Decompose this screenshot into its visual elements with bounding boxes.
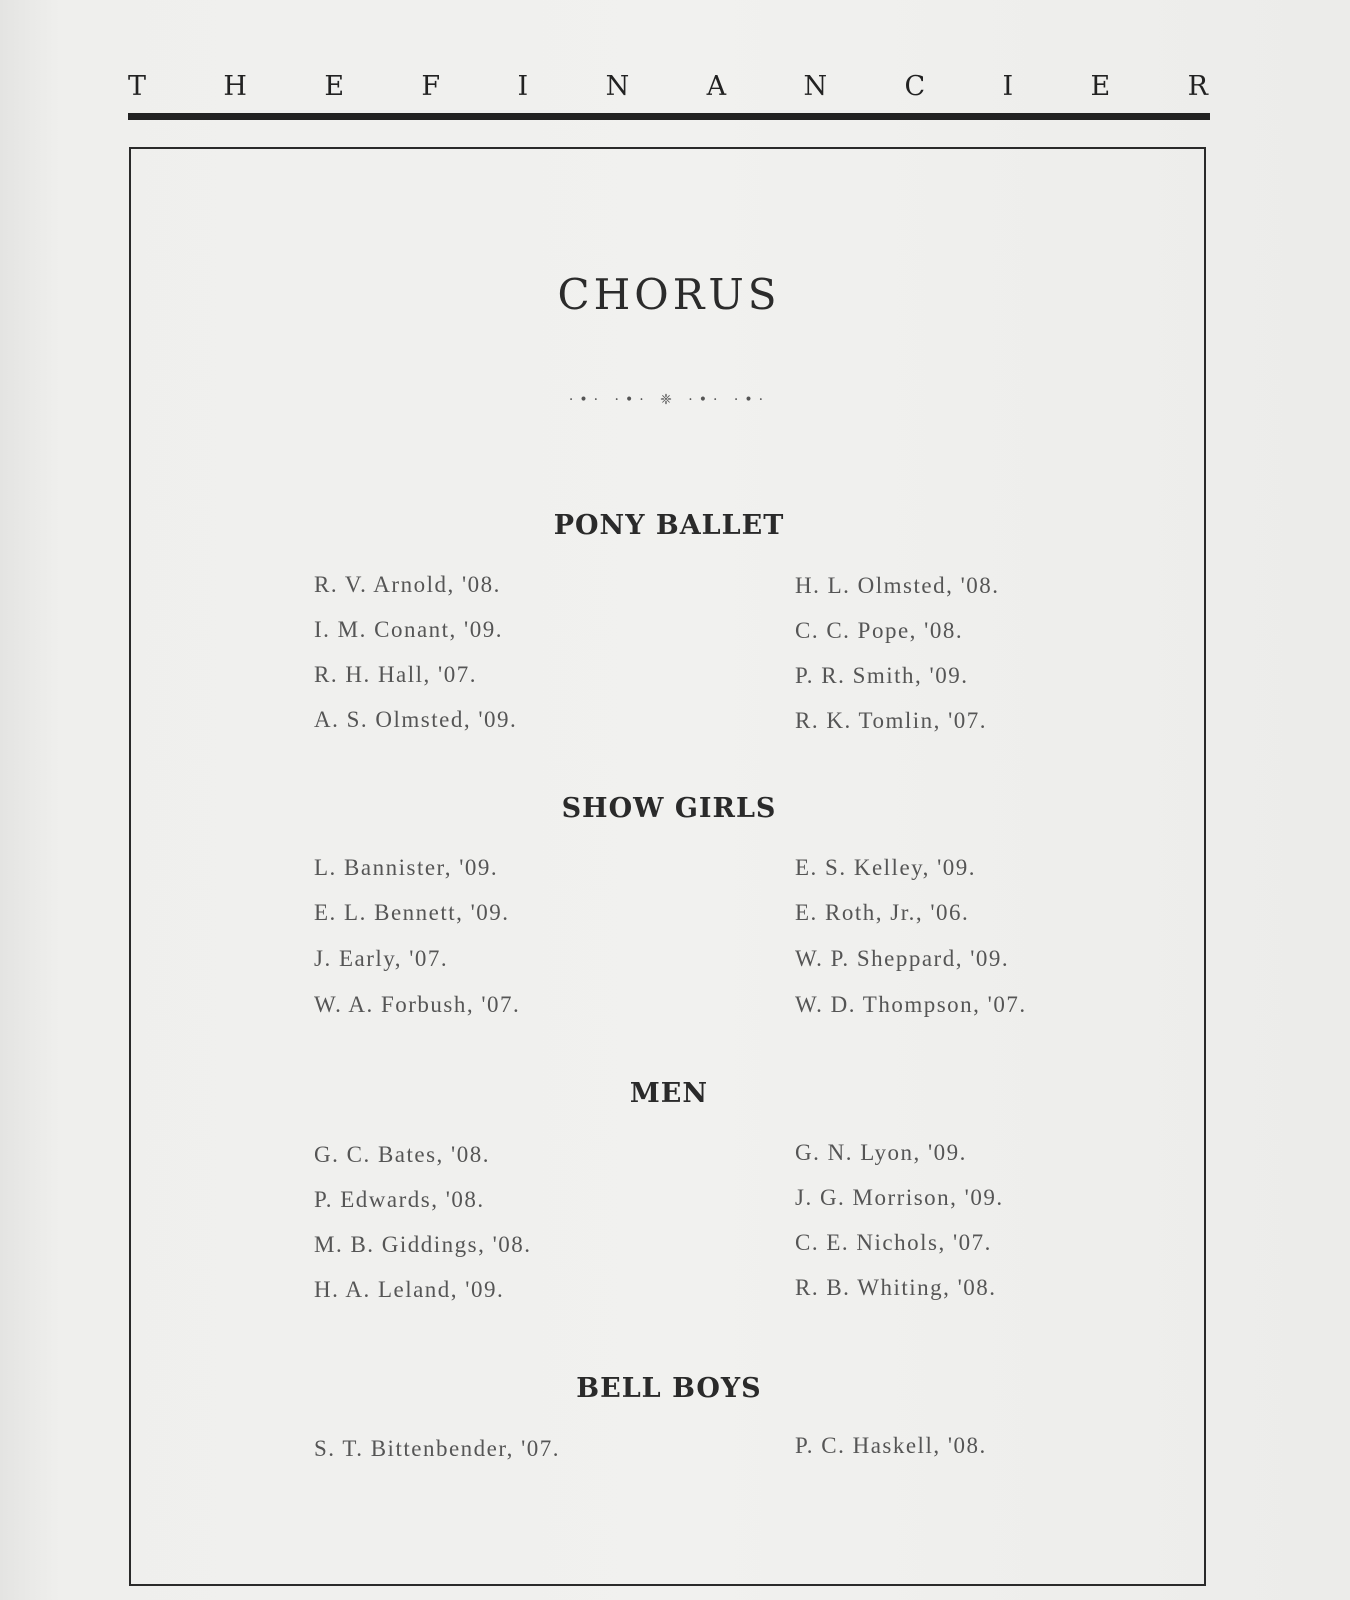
running-head-letter: N (803, 70, 828, 102)
running-head-letter: I (517, 70, 529, 102)
cast-name: R. H. Hall, '07. (314, 662, 477, 687)
section-heading-bell-boys: BELL BOYS (576, 1373, 762, 1404)
cast-name: E. L. Bennett, '09. (314, 900, 510, 925)
cast-name: R. V. Arnold, '08. (314, 572, 501, 597)
running-head-letter: A (706, 70, 727, 102)
cast-name: W. P. Sheppard, '09. (795, 946, 1010, 971)
cast-name: M. B. Giddings, '08. (314, 1232, 532, 1257)
section-heading-show-girls: SHOW GIRLS (561, 793, 777, 824)
cast-name: E. S. Kelley, '09. (795, 855, 977, 880)
running-head-letter: N (605, 70, 630, 102)
page-title: CHORUS (557, 270, 781, 319)
running-head-letter: H (223, 70, 247, 102)
cast-name: R. K. Tomlin, '07. (795, 708, 988, 733)
cast-name: S. T. Bittenbender, '07. (314, 1436, 560, 1461)
running-head-letter: T (128, 70, 147, 102)
running-head-letter: R (1187, 70, 1208, 102)
cast-name: H. L. Olmsted, '08. (795, 573, 1000, 598)
cast-name: H. A. Leland, '09. (314, 1277, 505, 1302)
running-head-letter: C (904, 70, 926, 102)
cast-name: R. B. Whiting, '08. (795, 1275, 997, 1300)
running-head-letter: I (1002, 70, 1014, 102)
cast-name: P. Edwards, '08. (314, 1187, 485, 1212)
cast-name: E. Roth, Jr., '06. (795, 900, 970, 925)
cast-name: I. M. Conant, '09. (314, 617, 503, 642)
header-rule (128, 113, 1210, 120)
cast-name: P. C. Haskell, '08. (795, 1433, 987, 1458)
running-head-letter: E (324, 70, 345, 102)
page-border-frame (129, 147, 1206, 1586)
cast-name: C. E. Nichols, '07. (795, 1230, 992, 1255)
cast-name: A. S. Olmsted, '09. (314, 707, 518, 732)
cast-name: J. G. Morrison, '09. (795, 1185, 1004, 1210)
cast-name: L. Bannister, '09. (314, 855, 499, 880)
section-heading-men: MEN (629, 1078, 709, 1109)
section-heading-pony-ballet: PONY BALLET (553, 510, 785, 541)
cast-name: J. Early, '07. (314, 946, 449, 971)
cast-name: P. R. Smith, '09. (795, 663, 969, 688)
cast-name: W. A. Forbush, '07. (314, 992, 521, 1017)
cast-name: W. D. Thompson, '07. (795, 992, 1027, 1017)
running-head (128, 66, 1208, 106)
cast-name: G. C. Bates, '08. (314, 1142, 490, 1167)
running-head-letter: E (1090, 70, 1111, 102)
ornament-divider: ·•· ·•· ❈ ·•· ·•· (568, 392, 770, 408)
cast-name: C. C. Pope, '08. (795, 618, 964, 643)
running-head-letter: F (421, 70, 441, 102)
cast-name: G. N. Lyon, '09. (795, 1140, 967, 1165)
